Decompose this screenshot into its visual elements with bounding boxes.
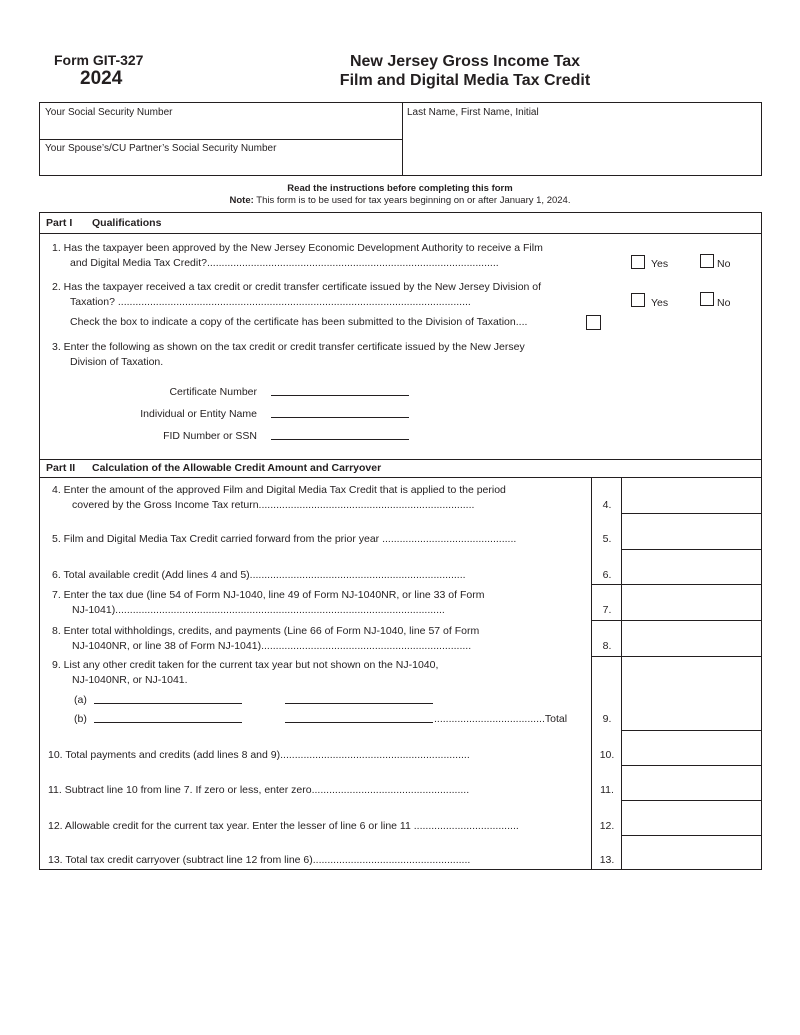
question-1 <box>52 241 622 271</box>
line-4-text <box>52 483 592 513</box>
line-7-text <box>52 588 592 618</box>
line-8-text <box>52 624 592 654</box>
fid-label: FID Number or SSN <box>163 430 257 442</box>
line-4-text1: 4. Enter the amount of the approved Film and Digital Media Tax Credit that is applied to the period <box>52 484 506 496</box>
note-label: Note: <box>229 195 254 206</box>
part2-header <box>46 462 381 474</box>
line-12-amount[interactable] <box>622 801 761 835</box>
part2-title: Calculation of the Allowable Credit Amount and Carryover <box>92 462 382 474</box>
line-5-text: 5. Film and Digital Media Tax Credit carried forward from the prior year .............................................. <box>52 533 517 545</box>
certificate-submitted-text: Check the box to indicate a copy of the certificate has been submitted to the Division of Taxation.... <box>70 316 528 328</box>
line-9b-label: (b) <box>74 713 87 725</box>
part1-header <box>46 217 161 229</box>
line-9-text2: NJ-1040NR, or NJ-1041. <box>72 674 188 686</box>
line-10-amount[interactable] <box>622 731 761 765</box>
q1-no-checkbox[interactable] <box>700 254 714 268</box>
question-3-line2: Division of Taxation. <box>70 356 164 368</box>
line-9a-label: (a) <box>74 694 87 706</box>
certificate-number-input[interactable] <box>271 395 409 396</box>
line-13-amount[interactable] <box>622 836 761 869</box>
line-9b-amount-input[interactable] <box>285 722 433 723</box>
line-9-number: 9. <box>602 713 612 725</box>
line-8-amount[interactable] <box>622 621 761 656</box>
id-divider-vertical <box>402 103 403 175</box>
line-8-number: 8. <box>602 640 612 652</box>
line-4-amount[interactable] <box>622 477 761 513</box>
name-field[interactable]: Last Name, First Name, Initial <box>407 107 539 118</box>
question-1-line1: 1. Has the taxpayer been approved by the New Jersey Economic Development Authority to receive a Film <box>52 242 543 254</box>
part1-header-rule <box>40 233 761 234</box>
note-text: This form is to be used for tax years beginning on or after January 1, 2024. <box>253 195 571 206</box>
part2-label: Part II <box>46 462 76 474</box>
line-13-text: 13. Total tax credit carryover (subtract line 12 from line 6)...................................................... <box>48 854 471 866</box>
line-9-text <box>52 658 592 688</box>
line-10-number: 10. <box>599 749 615 761</box>
q1-no-label: No <box>717 258 731 270</box>
line-13-number: 13. <box>599 854 615 866</box>
line-5-amount[interactable] <box>622 514 761 549</box>
question-3 <box>52 340 622 370</box>
line-7-text2: NJ-1041)................................................................................................................. <box>72 604 445 616</box>
question-2 <box>52 280 622 310</box>
part1-label: Part I <box>46 217 73 229</box>
part1-title: Qualifications <box>92 217 162 229</box>
form-title-line1: New Jersey Gross Income Tax <box>349 53 581 70</box>
instructions-heading: Read the instructions before completing this form <box>287 183 513 194</box>
line-11-amount[interactable] <box>622 766 761 800</box>
question-1-line2: and Digital Media Tax Credit?.................................................................................................... <box>70 257 499 269</box>
question-2-line2: Taxation? ......................................................................................................................... <box>70 296 471 308</box>
line-6-text: 6. Total available credit (Add lines 4 and 5).......................................................................... <box>52 569 466 581</box>
line-4-number: 4. <box>602 499 612 511</box>
line-9a-description-input[interactable] <box>94 703 242 704</box>
q2-yes-checkbox[interactable] <box>631 293 645 307</box>
line-7-amount[interactable] <box>622 585 761 620</box>
q1-yes-checkbox[interactable] <box>631 255 645 269</box>
line-9-amount[interactable] <box>622 657 761 730</box>
id-divider-horizontal <box>40 139 402 140</box>
line-7-text1: 7. Enter the tax due (line 54 of Form NJ-1040, line 49 of Form NJ-1040NR, or line 33 of Form <box>52 589 485 601</box>
certificate-number-label: Certificate Number <box>169 386 257 398</box>
line-10-text: 10. Total payments and credits (add lines 8 and 9)................................................................. <box>48 749 470 761</box>
line-11-text: 11. Subtract line 10 from line 7. If zero or less, enter zero...................................................... <box>48 784 470 796</box>
line-5-number: 5. <box>602 533 612 545</box>
question-2-line1: 2. Has the taxpayer received a tax credit or credit transfer certificate issued by the New Jersey Division of <box>52 281 542 293</box>
line-9a-amount-input[interactable] <box>285 703 433 704</box>
line-8-text2: NJ-1040NR, or line 38 of Form NJ-1041)........................................................................ <box>72 640 472 652</box>
q1-yes-label: Yes <box>651 258 669 270</box>
line-9-text1: 9. List any other credit taken for the current tax year but not shown on the NJ-1040, <box>52 659 439 671</box>
form-body <box>39 212 762 870</box>
form-id: Form GIT-327 <box>54 52 144 68</box>
q2-yes-label: Yes <box>651 297 669 309</box>
line-4-text2: covered by the Gross Income Tax return.......................................................................... <box>72 499 475 511</box>
certificate-submitted-checkbox[interactable] <box>586 315 601 330</box>
question-3-line1: 3. Enter the following as shown on the tax credit or credit transfer certificate issued by the New Jersey <box>52 341 525 353</box>
identification-box <box>39 102 762 176</box>
line-11-number: 11. <box>600 784 614 796</box>
line-6-number: 6. <box>602 569 612 581</box>
line-9-total-label: ......................................Total <box>434 713 568 725</box>
part2-top-rule <box>40 459 761 460</box>
q2-no-label: No <box>717 297 731 309</box>
instructions-note <box>0 195 800 206</box>
line-8-text1: 8. Enter total withholdings, credits, and payments (Line 66 of Form NJ-1040, line 57 of Form <box>52 625 480 637</box>
line-7-number: 7. <box>602 604 612 616</box>
entity-name-label: Individual or Entity Name <box>140 408 257 420</box>
fid-input[interactable] <box>271 439 409 440</box>
line-12-number: 12. <box>599 820 615 832</box>
form-title-line2: Film and Digital Media Tax Credit <box>339 72 591 89</box>
ssn-field[interactable]: Your Social Security Number <box>45 107 173 118</box>
q2-no-checkbox[interactable] <box>700 292 714 306</box>
line-12-text: 12. Allowable credit for the current tax year. Enter the lesser of line 6 or line 11 .................................... <box>48 820 519 832</box>
line-6-amount[interactable] <box>622 550 761 584</box>
form-year: 2024 <box>80 68 123 89</box>
line-9b-description-input[interactable] <box>94 722 242 723</box>
spouse-ssn-field[interactable]: Your Spouse’s/CU Partner’s Social Security Number <box>45 143 277 154</box>
entity-name-input[interactable] <box>271 417 409 418</box>
